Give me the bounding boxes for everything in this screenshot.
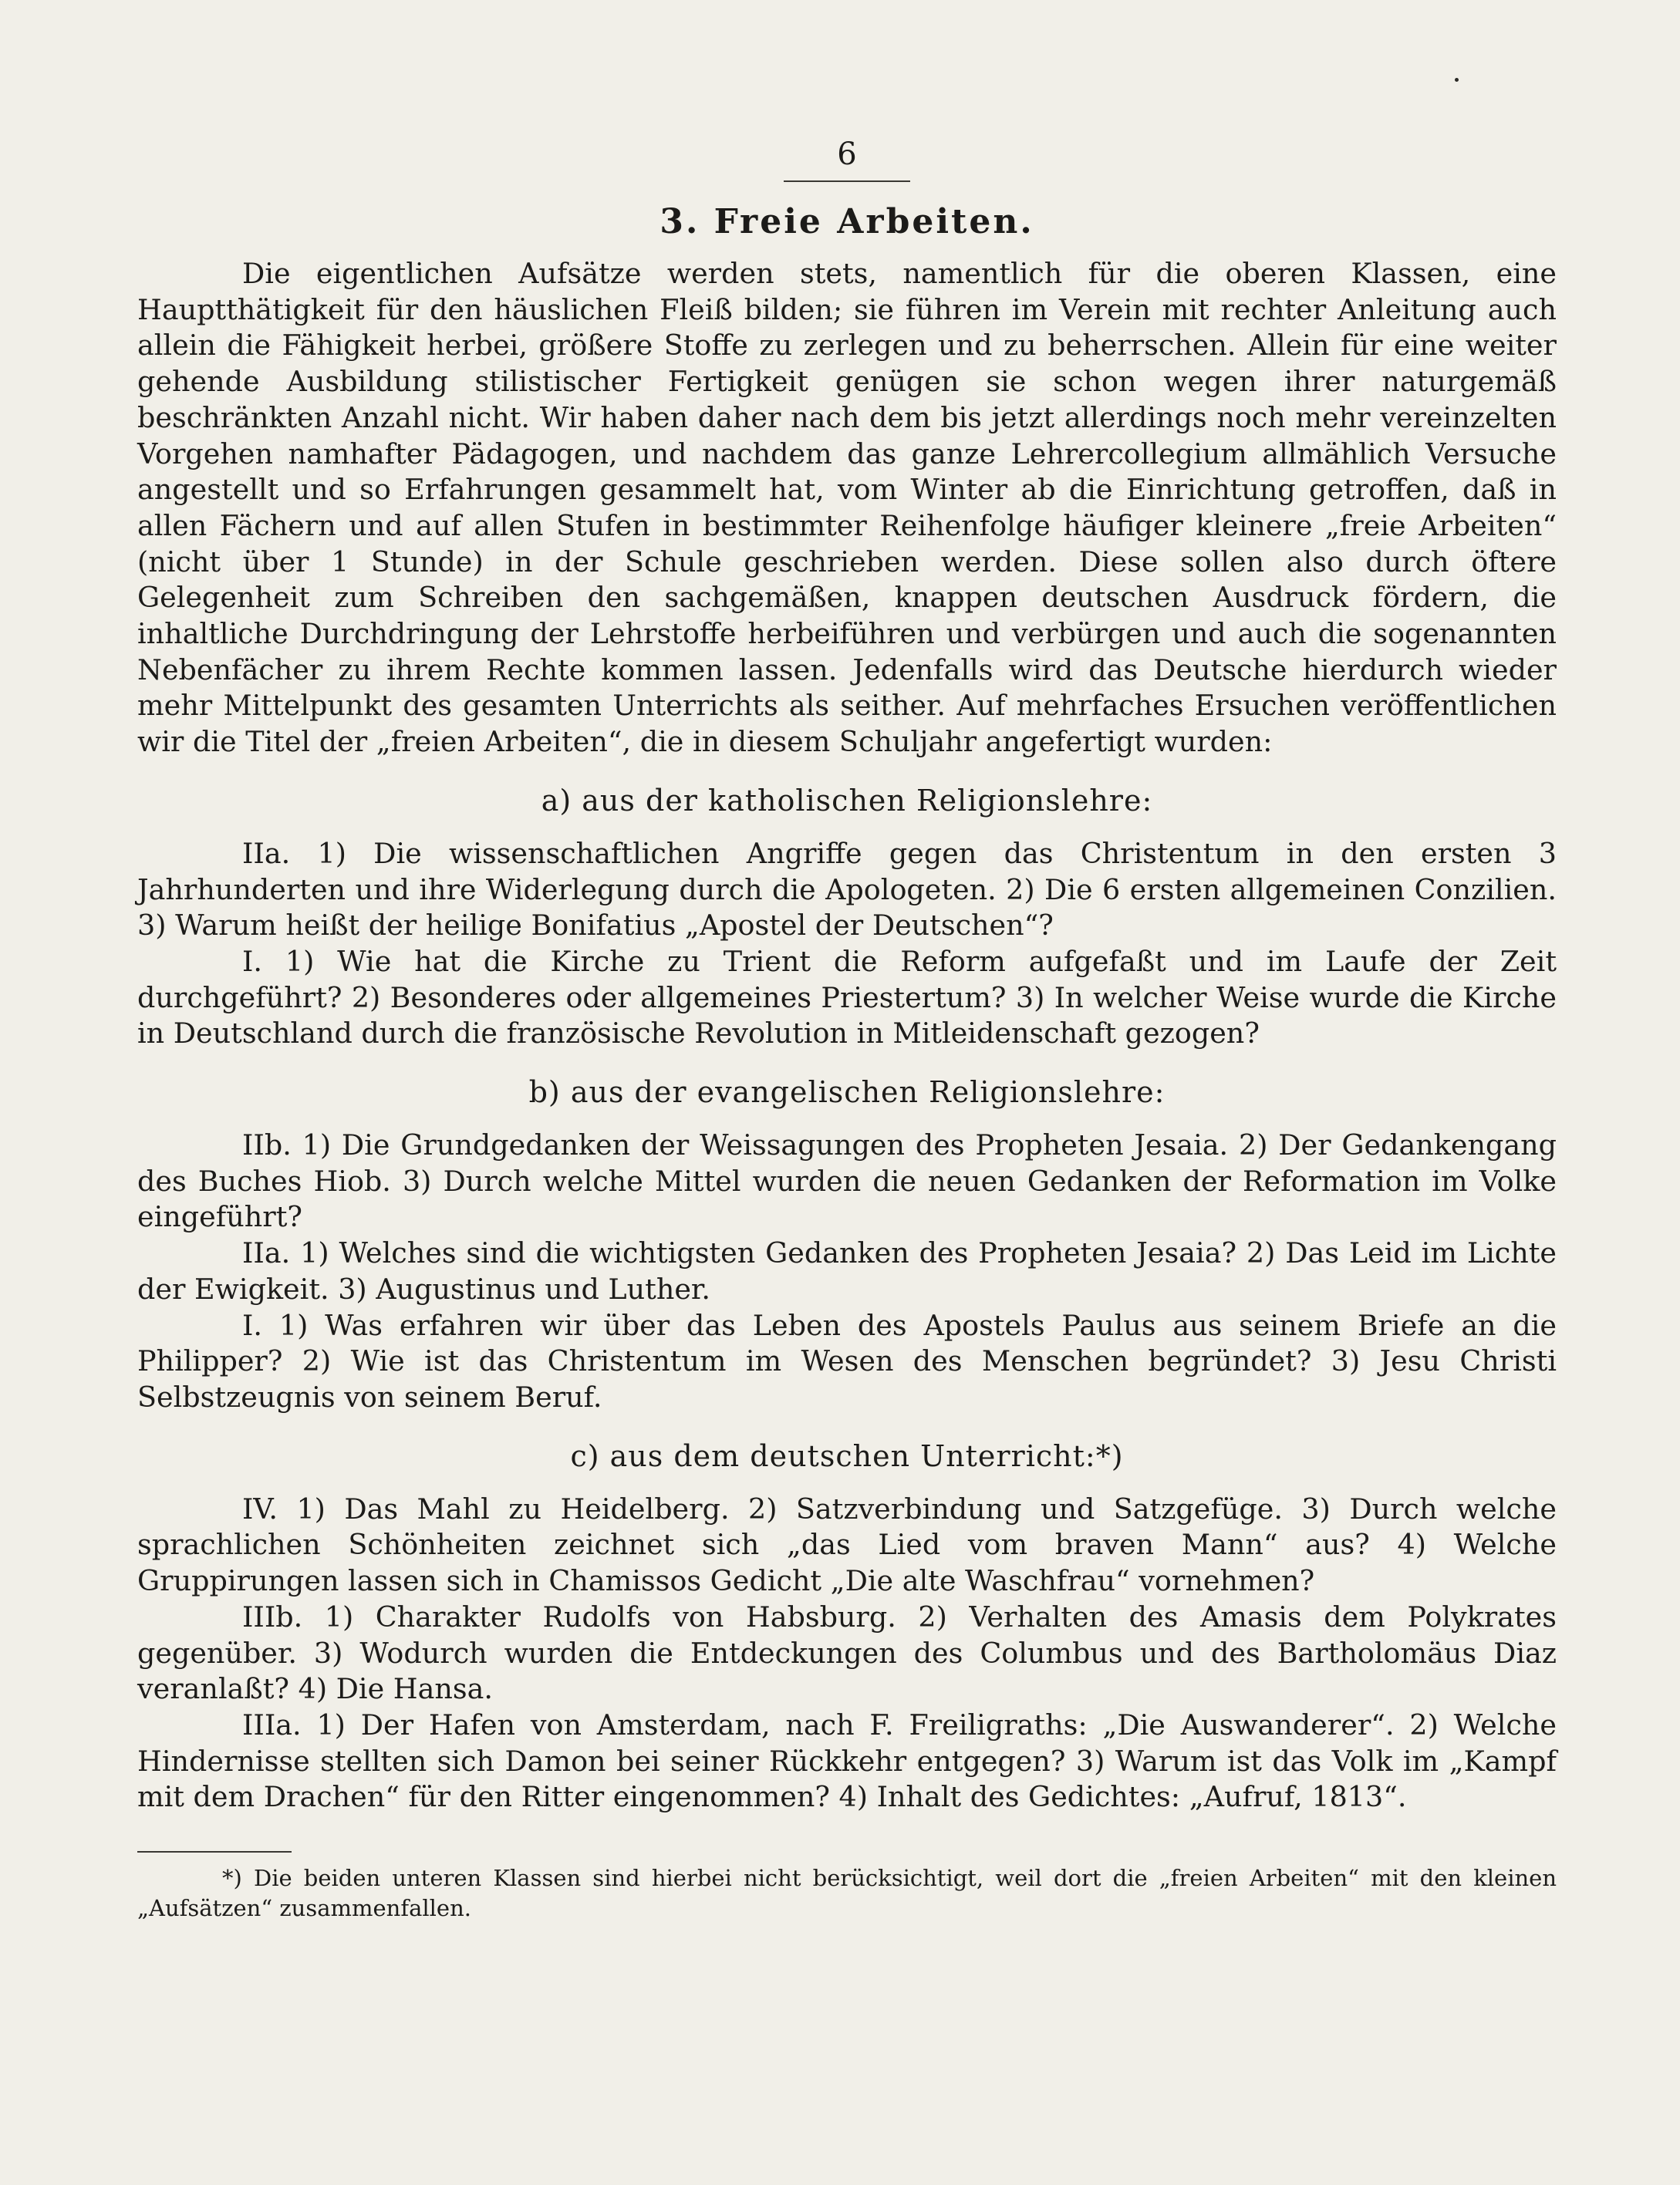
list-item (137, 1308, 1557, 1416)
section-heading: c) aus dem deutschen Unterricht:*) (570, 1438, 1124, 1473)
class-label: IIb. (242, 1128, 292, 1162)
ink-speck (1455, 78, 1459, 82)
entry-text: 1) Was erfahren wir über das Leben des Apostels Paulus aus seinem Briefe an die Philipper? 2) Wie ist das Christentum im Wesen des Menschen begründet? 3) Jesu Christi Selbstzeugnis von seinem Beruf. (137, 1308, 1557, 1414)
class-label: I. (242, 1308, 263, 1342)
section-german (137, 1438, 1557, 1816)
list-item (137, 1128, 1557, 1236)
class-label: IIa. (242, 1236, 291, 1270)
section-catholic (137, 782, 1557, 1052)
class-label: IV. (242, 1492, 278, 1526)
footnote-rule (137, 1851, 292, 1853)
entry-text: 1) Charakter Rudolfs von Habsburg. 2) Verhalten des Amasis dem Polykrates gegenüber. 3) Wodurch wurden die Entdeckungen des Columbus und des Bartholomäus Diaz veranlaßt? 4) Die Hansa. (137, 1600, 1557, 1706)
footnote: *) Die beiden unteren Klassen sind hierbei nicht berücksichtigt, weil dort die „freien Arbeiten“ mit den kleinen „Aufsätzen“ zusammenfallen. (137, 1865, 1557, 1922)
document-page (137, 131, 1557, 1924)
entry-text: 1) Die wissenschaftlichen Angriffe gegen das Christentum in den ersten 3 Jahrhunderten und ihre Widerlegung durch die Apologeten. 2) Die 6 ersten allgemeinen Conzilien. 3) Warum heißt der heilige Bonifatius „Apostel der Deutschen“? (137, 836, 1557, 942)
list-item (137, 1708, 1557, 1816)
entry-text: 1) Die Grundgedanken der Weissagungen des Propheten Jesaia. 2) Der Gedankengang des Buches Hiob. 3) Durch welche Mittel wurden die neuen Gedanken der Reformation im Volke eingeführt? (137, 1128, 1557, 1234)
section-heading: b) aus der evangelischen Religionslehre: (528, 1075, 1166, 1110)
entry-text: 1) Welches sind die wichtigsten Gedanken des Propheten Jesaia? 2) Das Leid im Lichte der Ewigkeit. 3) Augustinus und Luther. (137, 1236, 1557, 1306)
section-protestant (137, 1074, 1557, 1416)
entry-text: 1) Das Mahl zu Heidelberg. 2) Satzverbindung und Satzgefüge. 3) Durch welche sprachlichen Schönheiten zeichnet sich „das Lied vom braven Mann“ aus? 4) Welche Gruppirungen lassen sich in Chamissos Gedicht „Die alte Waschfrau“ vornehmen? (137, 1492, 1557, 1598)
list-item (137, 944, 1557, 1052)
entry-text: 1) Der Hafen von Amsterdam, nach F. Freiligraths: „Die Auswanderer“. 2) Welche Hindernisse stellten sich Damon bei seiner Rückkehr entgegen? 3) Warum ist das Volk im „Kampf mit dem Drachen“ für den Ritter eingenommen? 4) Inhalt des Gedichtes: „Aufruf, 1813“. (137, 1708, 1557, 1814)
list-item (137, 836, 1557, 944)
page-number: 6 (837, 137, 857, 172)
header-rule (784, 180, 910, 182)
entry-text: 1) Wie hat die Kirche zu Trient die Reform aufgefaßt und im Laufe der Zeit durchgeführt? 2) Besonderes oder allgemeines Priestertum? 3) In welcher Weise wurde die Kirche in Deutschland durch die französische Revolution in Mitleidenschaft gezogen? (137, 944, 1557, 1050)
section-title: 3. Freie Arbeiten. (660, 202, 1034, 241)
list-item (137, 1492, 1557, 1600)
list-item (137, 1600, 1557, 1708)
class-label: IIIb. (242, 1600, 303, 1634)
class-label: IIa. (242, 836, 291, 870)
class-label: IIIa. (242, 1708, 302, 1742)
section-heading: a) aus der katholischen Religionslehre: (541, 783, 1153, 818)
list-item (137, 1236, 1557, 1307)
intro-paragraph: Die eigentlichen Aufsätze werden stets, namentlich für die oberen Klassen, eine Hauptthätigkeit für den häuslichen Fleiß bilden; sie führen im Verein mit rechter Anleitung auch allein die Fähigkeit herbei, größere Stoffe zu zerlegen und zu beherrschen. Allein für eine weiter gehende Ausbildung stilistischer Fertigkeit genügen sie schon wegen ihrer naturgemäß beschränkten Anzahl nicht. Wir haben daher nach dem bis jetzt allerdings noch mehr vereinzelten Vorgehen namhafter Pädagogen, und nachdem das ganze Lehrercollegium allmählich Versuche angestellt und so Erfahrungen gesammelt hat, vom Winter ab die Einrichtung getroffen, daß in allen Fächern und auf allen Stufen in bestimmter Reihenfolge häufiger kleinere „freie Arbeiten“ (nicht über 1 Stunde) in der Schule geschrieben werden. Diese sollen also durch öftere Gelegenheit zum Schreiben den sachgemäßen, knappen deutschen Ausdruck fördern, die inhaltliche Durchdringung der Lehrstoffe herbeiführen und verbürgen und auch die sogenannten Nebenfächer zu ihrem Rechte kommen lassen. Jedenfalls wird das Deutsche hierdurch wieder mehr Mittelpunkt des gesamten Unterrichts als seither. Auf mehrfaches Ersuchen veröffentlichen wir die Titel der „freien Arbeiten“, die in diesem Schuljahr angefertigt wurden: (137, 257, 1557, 759)
class-label: I. (242, 944, 263, 978)
